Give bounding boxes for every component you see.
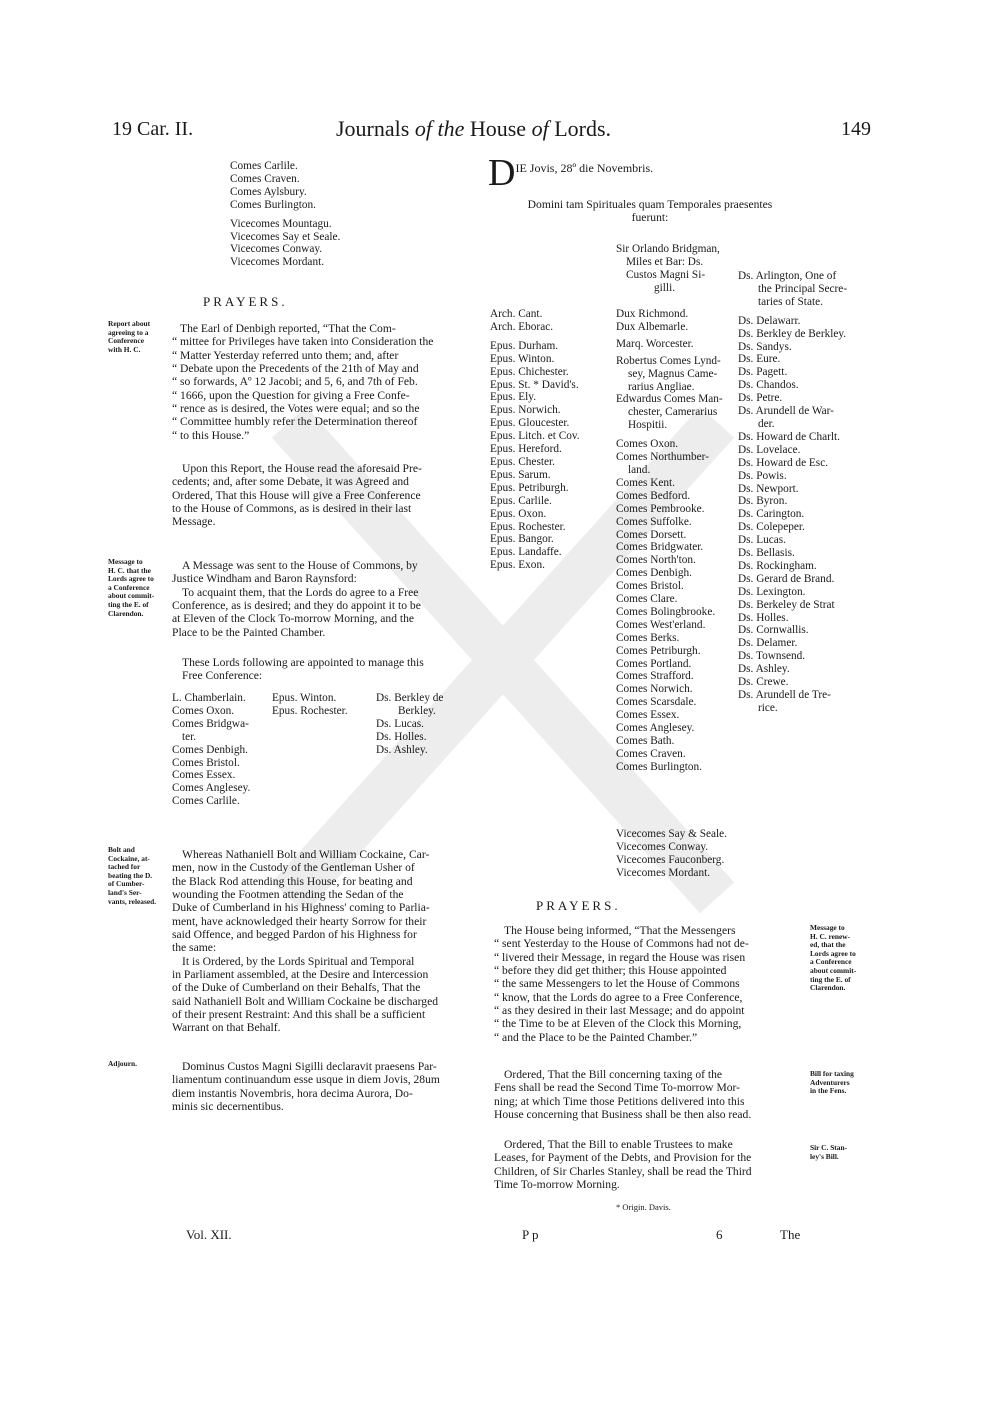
page-number: 149 xyxy=(841,118,871,140)
earls-list: Dux Richmond. Dux Albemarle. Marq. Worcester. Robertus Comes Lynd- sey, Magnus Came- rarius Angliae. Edwardus Comes Man- chester, Camerarius Hospitii. Comes Oxon. Comes Northumber- land. Comes Kent. Comes Bedford. Comes Pembrooke. Comes Suffolke. Comes Dorsett. Comes Bridgwater. Comes North'ton. Comes Denbigh. Comes Bristol. Comes Clare. Comes Bolingbrooke. Comes West'erland. Comes Berks. Comes Petriburgh. Comes Portland. Comes Strafford. Comes Norwich. Comes Scarsdale. Comes Essex. Comes Anglesey. Comes Bath. Comes Craven. Comes Burlington. xyxy=(616,308,723,773)
margin-note-informed: Message to H. C. renew- ed, that the Lords agree to a Conference about commit- ting the E. of Clarendon. xyxy=(810,923,857,993)
margin-note-fens: Bill for taxing Adventurers in the Fens. xyxy=(810,1069,854,1096)
margin-note-adjourn: Adjourn. xyxy=(108,1059,137,1068)
managers-list-bishops: Epus. Winton. Epus. Rochester. xyxy=(272,692,348,717)
viscounts-list: Vicecomes Say & Seale. Vicecomes Conway. Vicecomes Fauconberg. Vicecomes Mordant. xyxy=(616,828,727,879)
message-paragraph: A Message was sent to the House of Commons, by Justice Windham and Baron Raynsford: To acquaint them, that the Lords do agree to a Free Conference, as is desired; and they do appoint it to be at Eleven of the Clock To-morrow Morning, and the Place to be the Painted Chamber. xyxy=(172,559,421,639)
order-conference-paragraph: Upon this Report, the House read the aforesaid Pre- cedents; and, after some Debate, it was Agreed and Ordered, That this House will give a Free Conference to the House of Commons, as is desired in their last Message. xyxy=(172,462,422,529)
signature-mark: P p xyxy=(522,1227,539,1242)
chancellor: Sir Orlando Bridgman, Miles et Bar: Ds. Custos Magni Si- gilli. xyxy=(616,243,720,294)
barons-list: Ds. Arlington, One of the Principal Secre- taries of State. Ds. Delawarr. Ds. Berkley de Berkley. Ds. Sandys. Ds. Eure. Ds. Pagett. Ds. Chandos. Ds. Petre. Ds. Arundell de War- der. Ds. Howard de Charlt. Ds. Lovelace. Ds. Howard de Esc. Ds. Powis. Ds. Newport. Ds. Byron. Ds. Carington. Ds. Colepeper. Ds. Lucas. Ds. Bellasis. Ds. Rockingham. Ds. Gerard de Brand. Ds. Lexington. Ds. Berkeley de Strat Ds. Holles. Ds. Cornwallis. Ds. Delamer. Ds. Townsend. Ds. Ashley. Ds. Crewe. Ds. Arundell de Tre- rice. xyxy=(738,270,848,714)
margin-note-bolt: Bolt and Cockaine, at- tached for beating the D. of Cumber- land's Ser- vants, released. xyxy=(108,845,157,906)
present-heading: Domini tam Spirituales quam Temporales praesentes fuerunt: xyxy=(527,198,773,225)
margin-note-stanley: Sir C. Stan- ley's Bill. xyxy=(810,1143,848,1161)
bolt-paragraph: Whereas Nathaniell Bolt and William Cockaine, Car- men, now in the Custody of the Gentleman Usher of the Black Rod attending this House, for beating and wounding the Footmen attending the Sedan of the Duke of Cumberland in his Highness' coming to Parlia- ment, have acknowledged their hearty Sorrow for their said Offence, and begged Pardon of his Highness for the same: It is Ordered, by the Lords Spiritual and Temporal in Parliament assembled, at the Desire and Intercession of the Duke of Cumberland on their Behalfs, That the said Nathaniell Bolt and William Cockaine be discharged of their present Restraint: And this shall be a sufficient Warrant on that Behalf. xyxy=(172,848,439,1035)
running-head-left: 19 Car. II. xyxy=(112,118,194,140)
footnote: * Origin. Davis. xyxy=(616,1202,671,1212)
managers-list-lords: L. Chamberlain. Comes Oxon. Comes Bridgwa- ter. Comes Denbigh. Comes Bristol. Comes Essex. Comes Anglesey. Comes Carlile. xyxy=(172,692,251,808)
managers-intro: These Lords following are appointed to manage this Free Conference: xyxy=(182,656,424,683)
stanley-paragraph: Ordered, That the Bill to enable Trustees to make Leases, for Payment of the Debts, and Provision for the Children, of Sir Charles Stanley, shall be read the Third Time To-morrow Morning. xyxy=(494,1138,752,1192)
margin-note-report: Report about agreeing to a Conference with H. C. xyxy=(108,319,151,354)
running-head-title: Journals of the House of Lords. xyxy=(336,116,612,141)
adjourn-paragraph: Dominus Custos Magni Sigilli declaravit praesens Par- liamentum continuandum esse usque in diem Jovis, 28um diem instantis Novembris, hora decima Aurora, Do- minis sic decernentibus. xyxy=(172,1060,440,1114)
managers-list-barons: Ds. Berkley de Berkley. Ds. Lucas. Ds. Holles. Ds. Ashley. xyxy=(376,692,444,756)
date-heading: $D^{IE Jovis, 28º die Novembris.}$ xyxy=(488,152,654,194)
attendance-list-continued: Comes Carlile. Comes Craven. Comes Aylsbury. Comes Burlington. Vicecomes Mountagu. Vicecomes Say et Seale. Vicecomes Conway. Vicecomes Mordant. xyxy=(230,160,341,269)
fens-paragraph: Ordered, That the Bill concerning taxing of the Fens shall be read the Second Time To-morrow Mor- ning; at which Time those Petitions delivered into this House concerning that Business shall be then also read. xyxy=(494,1068,752,1122)
bishops-list: Arch. Cant. Arch. Eborac. Epus. Durham. Epus. Winton. Epus. Chichester. Epus. St. * David's. Epus. Ely. Epus. Norwich. Epus. Gloucester. Epus. Litch. et Cov. Epus. Hereford. Epus. Chester. Epus. Sarum. Epus. Petriburgh. Epus. Carlile. Epus. Oxon. Epus. Rochester. Epus. Bangor. Epus. Landaffe. Epus. Exon. xyxy=(490,308,580,572)
gathering-number: 6 xyxy=(716,1227,723,1242)
catchword: The xyxy=(780,1227,801,1242)
margin-note-message: Message to H. C. that the Lords agree to a Conference about commit- ting the E. of Clarendon. xyxy=(108,557,155,618)
report-paragraph: The Earl of Denbigh reported, “That the Com- “ mittee for Privileges have taken into Consideration the “ Matter Yesterday referred unto them; and, after “ Debate upon the Precedents of the 21th of May and “ so forwards, Aº 12 Jacobi; and 5, 6, and 7th of Feb. “ 1666, upon the Question for giving a Free Confe- “ rence as is desired, the Votes were equal; and so the “ Committee humbly refer the Determination thereof “ to this House.” xyxy=(172,322,434,442)
prayers-heading: PRAYERS. xyxy=(203,294,288,309)
volume-number: Vol. XII. xyxy=(186,1227,232,1242)
prayers-heading-right: PRAYERS. xyxy=(536,898,621,913)
informed-paragraph: The House being informed, “That the Messengers “ sent Yesterday to the House of Commons had not de- “ livered their Message, in regard the House was risen “ before they did get thither; this House appointed “ the same Messengers to let the House of Commons “ know, that the Lords do agree to a Free Conference, “ as they desired in their last Message; and do appoint “ the Time to be at Eleven of the Clock this Morning, “ and the Place to be the Painted Chamber.” xyxy=(494,924,749,1044)
